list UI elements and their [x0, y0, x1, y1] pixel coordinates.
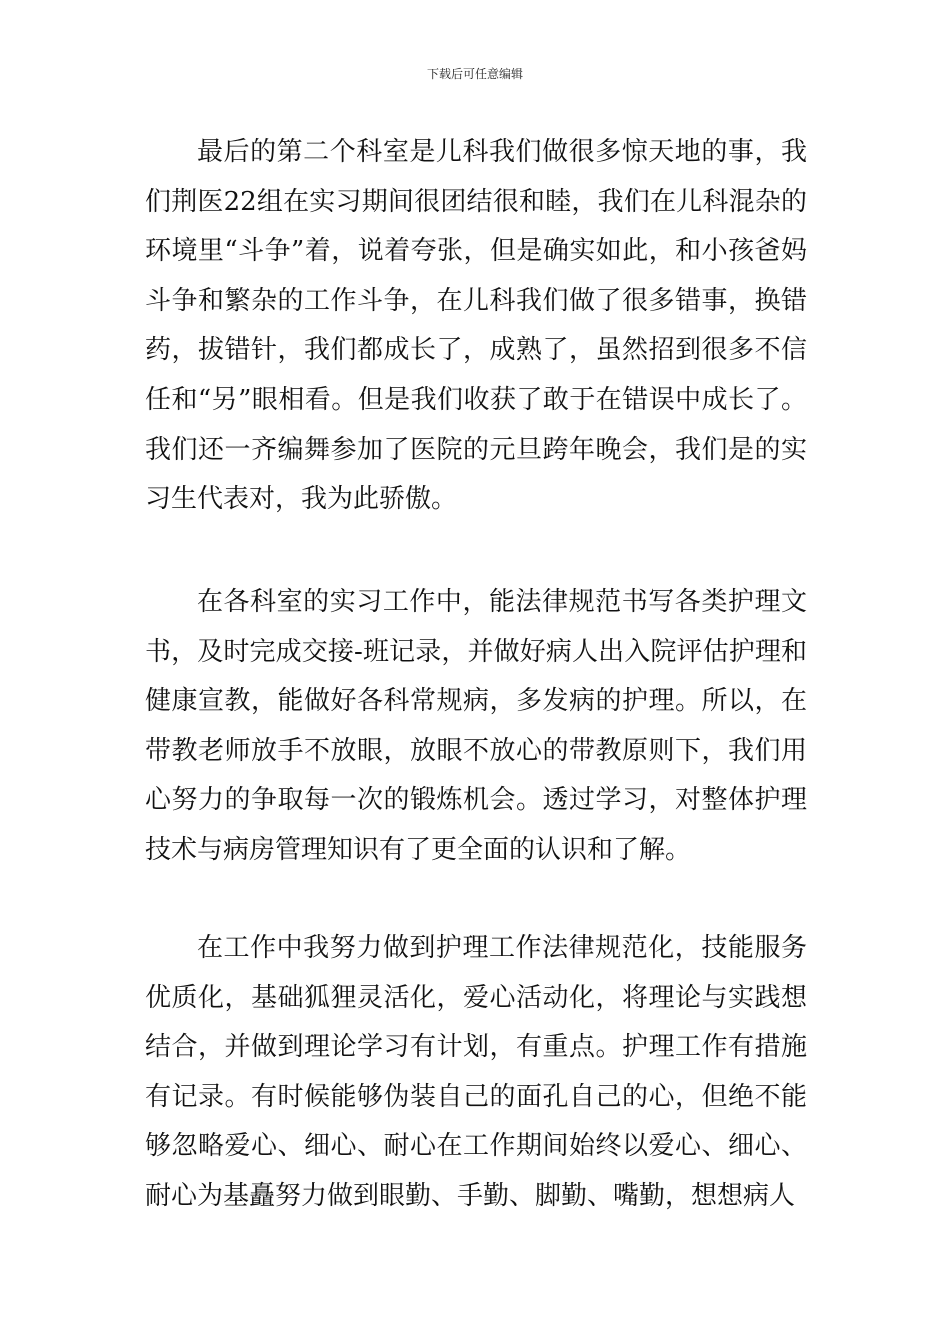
- header-note: 下载后可任意编辑: [426, 67, 523, 81]
- paragraph-pediatrics: 最后的第二个科室是儿科我们做很多惊天地的事，我们荆医22组在实习期间很团结很和睦，我们在儿科混杂的环境里“斗争”着，说着夸张，但是确实如此，和小孩爸妈斗争和繁杂的工作斗争，在儿科我们做了很多错事，换错药，拔错针，我们都成长了，成熟了，虽然招到很多不信任和“另”眼相看。但是我们收获了敢于在错误中成长了。我们还一齐编舞参加了医院的元旦跨年晚会，我们是的实习生代表对，我为此骄傲。: [145, 137, 807, 515]
- paragraph-department-work: 在各科室的实习工作中，能法律规范书写各类护理文书，及时完成交接-班记录，并做好病人出入院评估护理和健康宣教，能做好各科常规病，多发病的护理。所以，在带教老师放手不放眼，放眼不放心的带教原则下，我们用心努力的争取每一次的锻炼机会。透过学习，对整体护理技术与病房管理知识有了更全面的认识和了解。: [145, 587, 807, 865]
- paragraph-work-standards: 在工作中我努力做到护理工作法律规范化，技能服务优质化，基础狐狸灵活化，爱心活动化，将理论与实践想结合，并做到理论学习有计划，有重点。护理工作有措施有记录。有时候能够伪装自己的面孔自己的心，但绝不能够忽略爱心、细心、耐心在工作期间始终以爱心、细心、耐心为基矗努力做到眼勤、手勤、脚勤、嘴勤，想想病人: [145, 933, 807, 1211]
